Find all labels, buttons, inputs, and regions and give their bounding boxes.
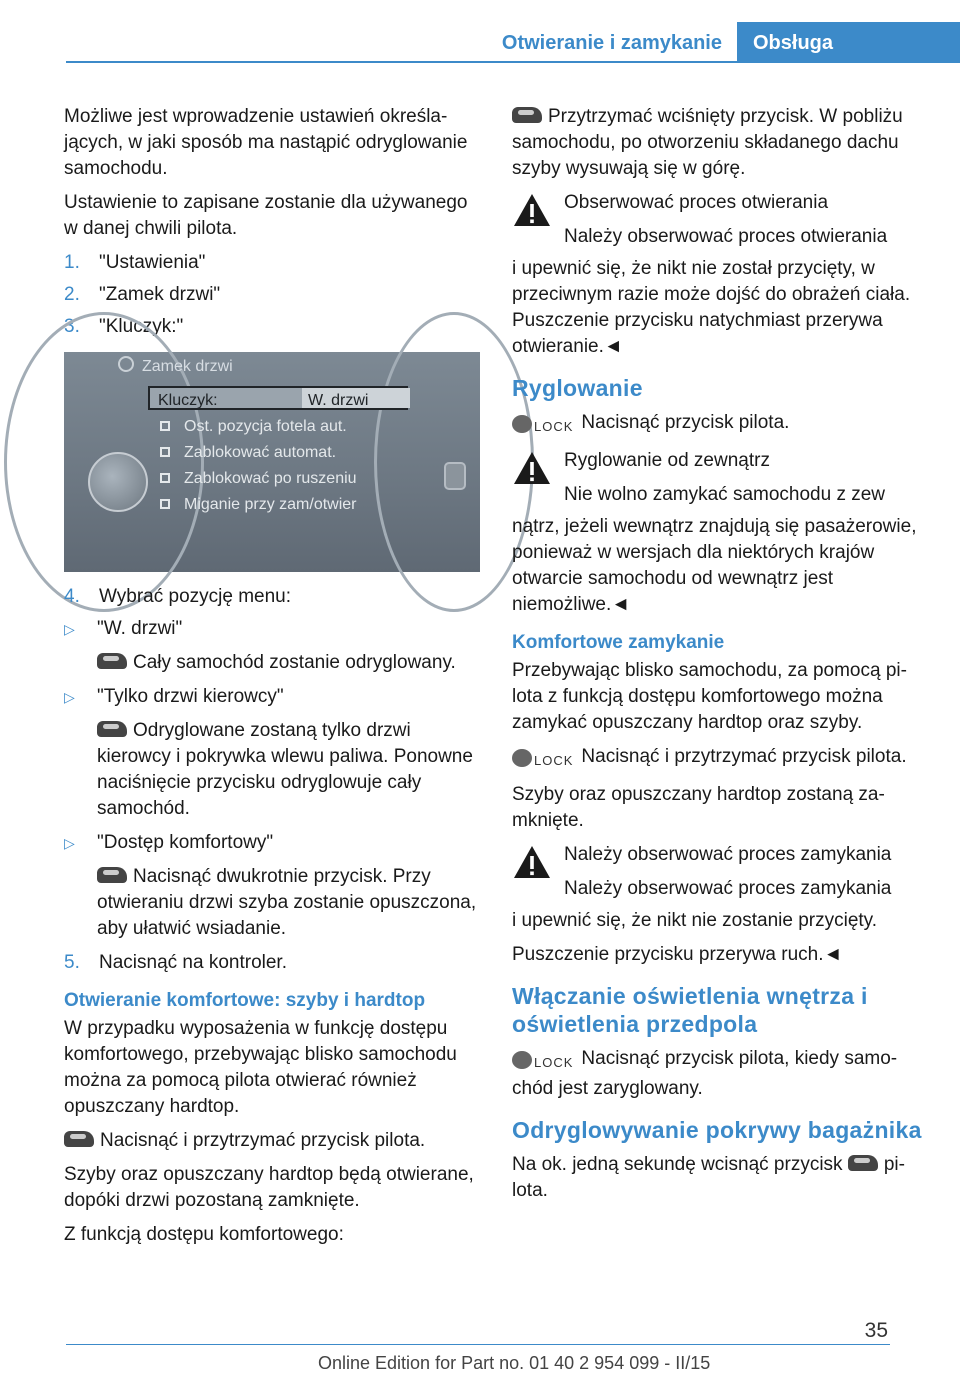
page-header (0, 0, 960, 62)
heading-lock: Ryglowanie (512, 375, 643, 401)
paragraph: LOCK Nacisnąć i przytrzymać przycisk pilota. (512, 744, 930, 774)
warning-body: Należy obserwować proces otwierania (564, 226, 888, 247)
warning-title: Obserwować proces otwierania (564, 192, 829, 213)
lock-button-icon: LOCK (512, 413, 573, 440)
screen-option: Zablokować automat. (160, 440, 336, 466)
warning-title: Ryglowanie od zewnątrz (564, 450, 770, 471)
car-key-icon (97, 719, 127, 739)
checkbox-icon (160, 473, 170, 483)
car-key-icon (97, 865, 127, 885)
checkbox-icon (160, 499, 170, 509)
controller-knob-icon (88, 452, 148, 512)
submenu-description: Odryglowane zostaną tylko drzwi kierowcy i pokrywka wlewu paliwa. Ponowne naciśnięcie przycisku odryglowuje cały samochód. (97, 720, 473, 819)
warning-body: Należy obserwować proces zamykania (564, 878, 892, 899)
paragraph: Nacisnąć i przytrzymać przycisk pilota. (64, 1128, 482, 1154)
warning-text: nątrz, jeżeli wewnątrz znajdują się pasażerowie, ponieważ w wersjach dla niektórych krajów otwarcie samochodu od wewnątrz jest niemożliwe.◄ (512, 516, 917, 615)
key-setting-row: Kluczyk: W. drzwi (148, 386, 408, 410)
warning-text: i upewnić się, że nikt nie zostanie przycięty. (512, 910, 878, 931)
heading-trunk: Odryglowywanie pokrywy bagażnika (512, 1117, 922, 1143)
step-item: 5. Nacisnąć na kontroler. (64, 952, 287, 973)
submenu-description: Nacisnąć dwukrotnie przycisk. Przy otwieraniu drzwi szyba zostanie opuszczona, aby ułatwić wsiadanie. (97, 866, 477, 939)
submenu-item: ▷ "Dostęp komfortowy" (64, 830, 482, 856)
warning-triangle-icon (512, 450, 552, 486)
submenu-description: Cały samochód zostanie odryglowany. (64, 650, 482, 676)
heading-comfort-close: Komfortowe zamykanie (512, 632, 725, 653)
warning-triangle-icon (512, 192, 552, 228)
screen-option: Zablokować po ruszeniu (160, 466, 357, 492)
edition-note: Online Edition for Part no. 01 40 2 954 099 - II/15 (318, 1353, 711, 1373)
header-rule (66, 61, 960, 63)
checkbox-icon (160, 421, 170, 431)
step-item: 3. "Kluczyk:" (64, 316, 184, 337)
warning-body: Nie wolno zamykać samochodu z zew (564, 484, 886, 505)
paragraph: LOCK Nacisnąć przycisk pilota. (512, 410, 930, 440)
step-item: 1. "Ustawienia" (64, 252, 206, 273)
heading-comfort-open: Otwieranie komfortowe: szyby i hardtop (64, 990, 426, 1011)
car-key-icon (512, 105, 542, 125)
screen-title: Zamek drzwi (142, 358, 233, 375)
screen-option: Ost. pozycja fotela aut. (160, 414, 347, 440)
warning-title: Należy obserwować proces zamykania (564, 844, 892, 865)
lock-button-icon: LOCK (512, 1049, 573, 1076)
car-key-icon (97, 651, 127, 671)
footer-rule (66, 1344, 890, 1345)
triangle-bullet-icon: ▷ (64, 835, 75, 851)
paragraph: Przebywając blisko samochodu, za pomocą pilota z funkcją dostępu komfortowego można zamykać opuszczany hardtop oraz szyby. (512, 660, 907, 733)
submenu-item: ▷ "W. drzwi" (64, 616, 482, 642)
side-button-icon (444, 462, 466, 490)
chapter-tab[interactable]: Obsługa (737, 22, 960, 62)
page-number: 35 (864, 1319, 888, 1342)
triangle-bullet-icon: ▷ (64, 689, 75, 705)
idrive-screen-image (64, 352, 480, 572)
lock-button-icon: LOCK (512, 747, 573, 774)
warning-block (512, 448, 930, 508)
left-column (64, 104, 482, 1256)
paragraph: W przypadku wyposażenia w funkcję dostępu komfortowego, przebywając blisko samochodu można za pomocą pilota otwierać również opuszczany hardtop. (64, 1018, 457, 1117)
paragraph: LOCK Nacisnąć przycisk pilota, kiedy samochód jest zaryglowany. (512, 1048, 898, 1099)
step-item: 2. "Zamek drzwi" (64, 284, 221, 305)
screen-option: Miganie przy zam/otwier (160, 492, 357, 518)
paragraph: Puszczenie przycisku przerywa ruch.◄ (512, 944, 843, 965)
intro-paragraph-2: Ustawienie to zapisane zostanie dla używanego w danej chwili pilota. (64, 192, 468, 239)
heading-lighting: Włączanie oświetlenia wnętrza i oświetlenia przedpola (512, 983, 868, 1037)
checkbox-icon (160, 447, 170, 457)
warning-block (512, 842, 930, 902)
intro-paragraph: Możliwe jest wprowadzenie ustawień określających, w jaki sposób ma nastąpić odryglowanie samochodu. (64, 106, 468, 179)
warning-triangle-icon (512, 844, 552, 880)
paragraph: Z funkcją dostępu komfortowego: (64, 1224, 344, 1245)
warning-block (512, 190, 930, 250)
submenu-item: ▷ "Tylko drzwi kierowcy" (64, 684, 482, 710)
paragraph: Szyby oraz opuszczany hardtop będą otwierane, dopóki drzwi pozostaną zamknięte. (64, 1164, 474, 1211)
paragraph: Szyby oraz opuszczany hardtop zostaną zamknięte. (512, 784, 885, 831)
step-item: 4. Wybrać pozycję menu: (64, 586, 292, 607)
warning-text: i upewnić się, że nikt nie został przycięty, w przeciwnym razie może dojść do obrażeń ciała. Puszczenie przycisku natychmiast przerywa otwieranie.◄ (512, 258, 911, 357)
paragraph: Na ok. jedną sekundę wcisnąć przycisk pilota. (512, 1154, 905, 1201)
section-title: Otwieranie i zamykanie (501, 32, 722, 54)
trunk-key-icon (848, 1153, 878, 1173)
paragraph: Przytrzymać wciśnięty przycisk. W pobliżu samochodu, po otworzeniu składanego dachu szyby wysuwają się w górę. (512, 106, 903, 179)
car-key-icon (64, 1129, 94, 1149)
triangle-bullet-icon: ▷ (64, 621, 75, 637)
right-column (512, 104, 930, 1212)
